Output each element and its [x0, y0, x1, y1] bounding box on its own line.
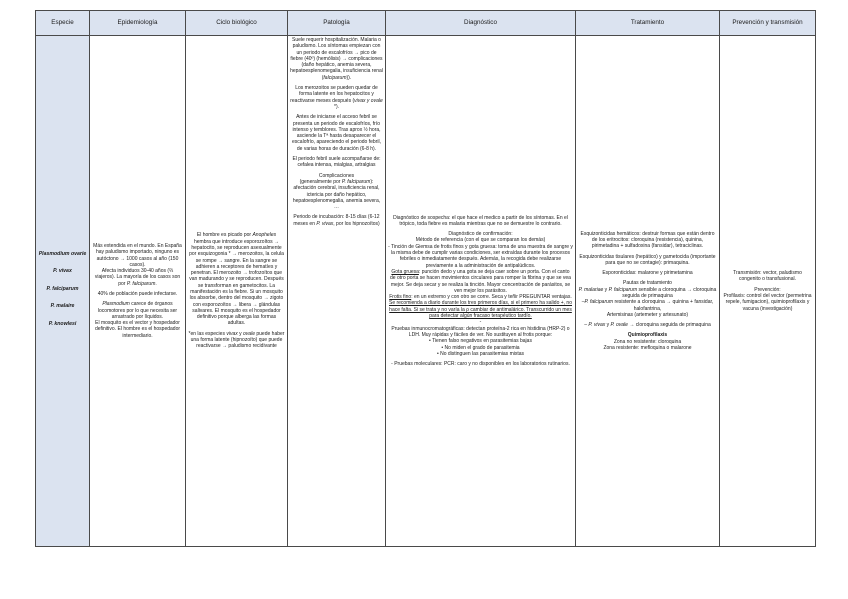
- diag-p7: Se recomienda a diario durante los tres primeros días, si el primero ha salido +, no hace falta. Si se trata y no varía la ρ cambiar de antimalárico. Transcurrido un mes para detectar algún fracaso terapéutico tardío.: [388, 300, 572, 320]
- diag-p5: Gota gruesa: punción dedo y una gota se deja caer sobre un porta. Con el canto de otro porta se hacen movimientos circulares para romper la fibrina y que se vea mejor. Se deja secar y se realiza la tinción. Mayor concentración de parásitos, se ven mejor los parásitos.: [390, 268, 571, 294]
- epi-p2: Afecta individuos 30-40 años (⅔ viajeros). La mayoría de los casos son por P. falciparum.: [94, 268, 181, 287]
- header-epidemiologia: Epidemiología: [90, 11, 186, 36]
- trat-p6: –P. falciparum resistente a cloroquina → quinina + fansidar, halofantrina,: [581, 299, 714, 312]
- diag-p8: -: [479, 319, 482, 326]
- cell-especie: [36, 36, 90, 547]
- content-row: [36, 36, 816, 547]
- pat-p5: (generalmente por P. falciparum): afectación cerebral, insuficiencia renal, ictericia por daño hepático, hepatoesplenomegalia, anemia severa, …: [292, 178, 381, 211]
- cell-epidemiologia: [90, 36, 186, 547]
- epi-p5: El mosquito es el vector y hospedador definitivo. El hombre es el hospedador intermediario.: [94, 320, 181, 339]
- diag-p10: • Tienen falso negativos en parasitemias bajas: [429, 338, 532, 345]
- trat-p2: Esquizonticidas tisulares (hepático) y gametocida (importante para que no se contagie): primaquina.: [579, 253, 716, 266]
- ciclo-p2: *en las especies vivax y ovale puede haber una forma latente (hipnozoíto) que puede reactivarse → paludismo recidivante: [188, 330, 285, 350]
- cell-tratamiento: [576, 36, 720, 547]
- diag-p12: • No distinguen las parasitemias mixtas: [436, 350, 525, 357]
- prev-p1: Transmisión: vector, paludismo congenito o transfusional.: [733, 270, 802, 283]
- diag-p11: • No miden el grado de parasitemia: [441, 344, 520, 351]
- diag-p4: - Tinción de Giemsa de frotis finos y gota gruesa: toma de una muestra de sangre y la misma debe de cumplir varias condiciones, ser extraídas durante los procesos febriles o inmediatamente después. Además, la recogida debe realizarse previamente a la administración de antipalúdicos.: [388, 243, 573, 269]
- epi-p3: 40% de población puede infectarse.: [97, 291, 178, 297]
- diag-p2: Diagnóstico de confirmación:: [448, 231, 513, 238]
- pat-p4: El periodo febril suele acompañarse de: cefalea intensa, mialgias, artralgias: [292, 156, 381, 169]
- trat-p3: Esporonticidas: malarone y pirimetamina: [602, 270, 693, 277]
- diag-p13: - Pruebas moleculares: PCR: caro y no disponibles en los laboratorios rutinarios.: [391, 361, 570, 368]
- header-row: [36, 11, 816, 36]
- trat-p10: Zona no resistente: cloroquina: [613, 338, 682, 345]
- trat-p7: Artemisinas (artemeter y artesunato): [606, 311, 689, 318]
- prev-p2: Prevención:: [754, 286, 781, 293]
- pat-p6: Periodo de incubación: 8-15 días (6-12 meses en P. vivax, por los hipnozoítos): [293, 214, 380, 227]
- species-2: P. vivax: [53, 268, 72, 275]
- trat-p5: P. malariae y P. falciparum sensible a cloroquina → cloroquina seguida de primaquina: [578, 286, 717, 299]
- species-5: P. knowlesi: [48, 320, 77, 327]
- header-diagnostico: Diagnóstico: [386, 11, 576, 36]
- header-patologia: Patología: [288, 11, 386, 36]
- pat-p5-title: Complicaciones: [318, 172, 355, 179]
- pat-p1: Suele requerir hospitalización. Malaria o paludismo. Los síntomas empiezan con un periodo de escalofríos → pico de fiebre (40º) (hemólisis) → complicaciones (daño hepático, anemia severa, hepatoesplenomegalia, insuficiencia renal (falciparum)).: [290, 37, 383, 81]
- trat-p1: Esquizonticidas hemáticos: destruir formas que están dentro de los eritrocitos: cloroquina (resistencia), quinina, pirimetadina + sulfadoxina (fansidar), tetraciclinas.: [580, 230, 715, 250]
- header-prevencion: Prevención y transmisión: [720, 11, 816, 36]
- diag-p9: Pruebas inmunocromatográficas: detectan proteína-2 rica en histidina (HRP-2) o LDH. Muy rápidas y fáciles de ver. No sustituyen al frotis porque:: [391, 325, 570, 338]
- species-3: P. falciparum: [46, 285, 79, 292]
- trat-p4: Pautas de tratamiento: [623, 280, 672, 287]
- cell-prevencion: [720, 36, 816, 547]
- species-4: P. malaire: [50, 303, 75, 310]
- document-page: [35, 10, 815, 547]
- trat-p8: – P. vivax y P. ovale → cloroquina seguida de primaquina: [584, 322, 711, 329]
- species-1: Plasmodium ovarie: [38, 250, 87, 257]
- cell-diagnostico: [386, 36, 576, 547]
- epi-p1: Más extendida en el mundo. En España hay paludismo importado, ninguno es autóctono → 1000 casos al año (150 casos).: [93, 242, 182, 268]
- malaria-summary-table: [35, 10, 816, 547]
- trat-p11: Zona resistente: mefloquina o malarone: [603, 345, 692, 352]
- trat-p9: Quimioprofilaxis: [627, 332, 668, 339]
- pat-p3: Antes de iniciarse el acceso febril se presenta un periodo de escalofríos, frío intenso y temblores. Tras aprox ½ hora, asciende la Tª hasta desaparecer el escalofrío, apareciendo el periodo febril, de varias horas de duración (6-8 h).: [292, 114, 381, 152]
- header-especie: Especie: [36, 11, 90, 36]
- cell-ciclo: [186, 36, 288, 547]
- diag-p6: Frotis fino: en un extremo y con otro se corre. Seca y teñir PREGUNTAR ventajas.: [389, 294, 572, 301]
- cell-patologia: [288, 36, 386, 547]
- diag-p3: Método de referencia (con el que se comparan los demás): [415, 237, 546, 244]
- diag-p1: Diagnóstico de sospecha: el que hace el medico a partir de los síntomas. En el trópico, toda fiebre es malaria mientras que no se demuestre lo contrario.: [393, 214, 568, 227]
- ciclo-p1: El hombre es picado por Anopheles hembra que introduce esporozoítos → hepatocito, se reproducen asexualmente por esquizogonia * → merozoitos, la celula se rompe → sangre. En la sangre se adhieren a receptores de hematíes y penetran. El merozoito → trofozoítos que van madurando y se reproducen. Después se transforman en gametocitos. La manifestación es la fiebre. Si un mosquito los absorbe, dentro del mosquito → zigoto con esporozoítos → libera → glándulas salivares. El mosquito es el hospedador definitivo porque alberga las formas adultas.: [189, 232, 284, 327]
- header-tratamiento: Tratamiento: [576, 11, 720, 36]
- header-ciclo: Ciclo biológico: [186, 11, 288, 36]
- pat-p2: Los merozoitos se pueden quedar de forma latente en los hepatocitos y reactivarse meses después (vivax y ovale *).: [290, 85, 383, 110]
- prev-p3: Profilaxis: control del vector (permetrina repele, fumigacion), quimioprofilaxis y vacuna (investigación): [723, 293, 812, 312]
- epi-p4: Plasmodium carece de órganos locomotores por lo que necesita ser arrastrado por líquidos.: [97, 301, 178, 320]
